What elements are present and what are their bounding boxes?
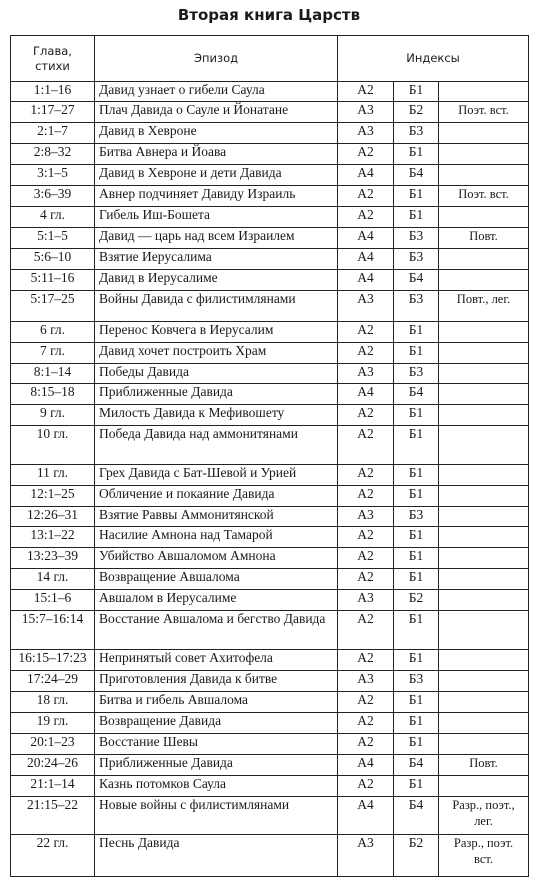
note-cell — [439, 270, 529, 291]
index-a-cell: А3 — [338, 364, 394, 384]
episode-cell: Давид в Хевроне и дети Давида — [95, 165, 338, 186]
table-row — [11, 692, 529, 713]
index-b-cell: Б2 — [394, 835, 439, 877]
index-b-cell: Б1 — [394, 207, 439, 228]
table-row — [11, 776, 529, 797]
index-b-cell: Б4 — [394, 165, 439, 186]
verse-ref-cell: 2:8–32 — [11, 144, 95, 165]
table-row — [11, 650, 529, 671]
table-row — [11, 123, 529, 144]
verse-ref-cell: 5:6–10 — [11, 249, 95, 270]
verse-ref-cell: 11 гл. — [11, 465, 95, 486]
episode-cell: Давид в Хевроне — [95, 123, 338, 144]
index-b-cell: Б1 — [394, 713, 439, 734]
episode-cell: Новые войны с филистимлянами — [95, 797, 338, 835]
note-cell — [439, 611, 529, 650]
episode-cell: Обличение и покаяние Давида — [95, 486, 338, 507]
table-row — [11, 835, 529, 877]
index-b-cell: Б1 — [394, 692, 439, 713]
verse-ref-cell: 17:24–29 — [11, 671, 95, 692]
note-cell — [439, 465, 529, 486]
episode-cell: Взятие Иерусалима — [95, 249, 338, 270]
table-row — [11, 364, 529, 384]
index-a-cell: А2 — [338, 734, 394, 755]
index-b-cell: Б1 — [394, 486, 439, 507]
index-b-cell: Б1 — [394, 734, 439, 755]
index-b-cell: Б1 — [394, 343, 439, 364]
episode-cell: Авнер подчиняет Давиду Израиль — [95, 186, 338, 207]
verse-ref-cell: 15:7–16:14 — [11, 611, 95, 650]
index-b-cell: Б1 — [394, 527, 439, 548]
table-row — [11, 426, 529, 465]
verse-ref-cell: 18 гл. — [11, 692, 95, 713]
table-row — [11, 82, 529, 102]
index-table — [10, 35, 529, 877]
index-a-cell: А2 — [338, 548, 394, 569]
verse-ref-cell: 6 гл. — [11, 322, 95, 343]
index-b-cell: Б1 — [394, 650, 439, 671]
index-b-cell: Б3 — [394, 228, 439, 249]
index-b-cell: Б1 — [394, 426, 439, 465]
index-a-cell: А4 — [338, 249, 394, 270]
note-cell — [439, 507, 529, 527]
index-a-cell: А4 — [338, 228, 394, 249]
header-ref: Глава, стихи — [11, 36, 95, 82]
index-a-cell: А3 — [338, 102, 394, 123]
table-row — [11, 713, 529, 734]
index-b-cell: Б4 — [394, 755, 439, 776]
note-cell: Повт. — [439, 755, 529, 776]
table-row — [11, 270, 529, 291]
note-cell — [439, 776, 529, 797]
verse-ref-cell: 13:1–22 — [11, 527, 95, 548]
note-cell — [439, 527, 529, 548]
note-cell — [439, 144, 529, 165]
verse-ref-cell: 22 гл. — [11, 835, 95, 877]
index-a-cell: А3 — [338, 671, 394, 692]
verse-ref-cell: 19 гл. — [11, 713, 95, 734]
note-cell — [439, 590, 529, 611]
episode-cell: Давид хочет построить Храм — [95, 343, 338, 364]
note-cell — [439, 692, 529, 713]
index-a-cell: А4 — [338, 755, 394, 776]
page-title: Вторая книга Царств — [177, 6, 361, 24]
episode-cell: Восстание Шевы — [95, 734, 338, 755]
table-row — [11, 671, 529, 692]
verse-ref-cell: 3:1–5 — [11, 165, 95, 186]
index-a-cell: А2 — [338, 486, 394, 507]
episode-cell: Войны Давида с филистимлянами — [95, 291, 338, 322]
note-cell: Разр., поэт. вст. — [439, 835, 529, 877]
note-cell — [439, 713, 529, 734]
verse-ref-cell: 15:1–6 — [11, 590, 95, 611]
table-row — [11, 291, 529, 322]
note-cell — [439, 364, 529, 384]
note-cell — [439, 569, 529, 590]
table-row — [11, 548, 529, 569]
index-a-cell: А2 — [338, 611, 394, 650]
note-cell — [439, 165, 529, 186]
table-row — [11, 322, 529, 343]
index-a-cell: А2 — [338, 405, 394, 426]
index-a-cell: А3 — [338, 123, 394, 144]
index-b-cell: Б3 — [394, 671, 439, 692]
verse-ref-cell: 12:26–31 — [11, 507, 95, 527]
note-cell — [439, 384, 529, 405]
note-cell — [439, 249, 529, 270]
index-b-cell: Б1 — [394, 322, 439, 343]
index-a-cell: А2 — [338, 186, 394, 207]
episode-cell: Насилие Амнона над Тамарой — [95, 527, 338, 548]
episode-cell: Непринятый совет Ахитофела — [95, 650, 338, 671]
table-row — [11, 343, 529, 364]
table-row — [11, 384, 529, 405]
index-a-cell: А2 — [338, 343, 394, 364]
index-a-cell: А3 — [338, 291, 394, 322]
note-cell — [439, 207, 529, 228]
note-cell — [439, 82, 529, 102]
index-a-cell: А2 — [338, 465, 394, 486]
note-cell — [439, 322, 529, 343]
episode-cell: Возвращение Давида — [95, 713, 338, 734]
index-b-cell: Б3 — [394, 249, 439, 270]
verse-ref-cell: 20:1–23 — [11, 734, 95, 755]
index-a-cell: А2 — [338, 527, 394, 548]
verse-ref-cell: 8:1–14 — [11, 364, 95, 384]
episode-cell: Приготовления Давида к битве — [95, 671, 338, 692]
verse-ref-cell: 13:23–39 — [11, 548, 95, 569]
episode-cell: Приближенные Давида — [95, 755, 338, 776]
index-a-cell: А2 — [338, 322, 394, 343]
index-a-cell: А2 — [338, 82, 394, 102]
episode-cell: Перенос Ковчега в Иерусалим — [95, 322, 338, 343]
episode-cell: Приближенные Давида — [95, 384, 338, 405]
index-a-cell: А4 — [338, 165, 394, 186]
index-b-cell: Б3 — [394, 364, 439, 384]
index-a-cell: А4 — [338, 270, 394, 291]
verse-ref-cell: 1:17–27 — [11, 102, 95, 123]
note-cell — [439, 548, 529, 569]
episode-cell: Битва Авнера и Йоава — [95, 144, 338, 165]
note-cell: Поэт. вст. — [439, 102, 529, 123]
episode-cell: Победа Давида над аммонитянами — [95, 426, 338, 465]
episode-cell: Давид в Иерусалиме — [95, 270, 338, 291]
table-row — [11, 755, 529, 776]
note-cell — [439, 486, 529, 507]
episode-cell: Убийство Авшаломом Амнона — [95, 548, 338, 569]
verse-ref-cell: 5:17–25 — [11, 291, 95, 322]
verse-ref-cell: 2:1–7 — [11, 123, 95, 144]
verse-ref-cell: 3:6–39 — [11, 186, 95, 207]
table-row — [11, 611, 529, 650]
verse-ref-cell: 1:1–16 — [11, 82, 95, 102]
index-a-cell: А4 — [338, 384, 394, 405]
header-row — [11, 36, 529, 82]
table-row — [11, 465, 529, 486]
episode-cell: Битва и гибель Авшалома — [95, 692, 338, 713]
note-cell — [439, 426, 529, 465]
episode-cell: Давид узнает о гибели Саула — [95, 82, 338, 102]
table-row — [11, 527, 529, 548]
episode-cell: Восстание Авшалома и бегство Давида — [95, 611, 338, 650]
index-b-cell: Б1 — [394, 144, 439, 165]
table-row — [11, 228, 529, 249]
index-b-cell: Б3 — [394, 123, 439, 144]
table-row — [11, 102, 529, 123]
note-cell — [439, 343, 529, 364]
index-b-cell: Б1 — [394, 82, 439, 102]
table-row — [11, 186, 529, 207]
table-row — [11, 249, 529, 270]
verse-ref-cell: 9 гл. — [11, 405, 95, 426]
verse-ref-cell: 8:15–18 — [11, 384, 95, 405]
verse-ref-cell: 14 гл. — [11, 569, 95, 590]
index-a-cell: А4 — [338, 797, 394, 835]
index-b-cell: Б4 — [394, 797, 439, 835]
index-b-cell: Б2 — [394, 102, 439, 123]
episode-cell: Гибель Иш-Бошета — [95, 207, 338, 228]
table-row — [11, 590, 529, 611]
episode-cell: Победы Давида — [95, 364, 338, 384]
index-a-cell: А3 — [338, 507, 394, 527]
header-episode: Эпизод — [95, 36, 338, 82]
index-b-cell: Б4 — [394, 384, 439, 405]
index-b-cell: Б2 — [394, 590, 439, 611]
note-cell — [439, 650, 529, 671]
verse-ref-cell: 21:15–22 — [11, 797, 95, 835]
verse-ref-cell: 12:1–25 — [11, 486, 95, 507]
note-cell: Разр., поэт., лег. — [439, 797, 529, 835]
episode-cell: Взятие Раввы Аммонитянской — [95, 507, 338, 527]
index-a-cell: А3 — [338, 590, 394, 611]
verse-ref-cell: 5:11–16 — [11, 270, 95, 291]
note-cell — [439, 123, 529, 144]
index-b-cell: Б4 — [394, 270, 439, 291]
episode-cell: Давид — царь над всем Израилем — [95, 228, 338, 249]
index-a-cell: А2 — [338, 650, 394, 671]
index-b-cell: Б1 — [394, 405, 439, 426]
verse-ref-cell: 5:1–5 — [11, 228, 95, 249]
episode-cell: Милость Давида к Мефивошету — [95, 405, 338, 426]
verse-ref-cell: 10 гл. — [11, 426, 95, 465]
index-a-cell: А2 — [338, 692, 394, 713]
index-a-cell: А2 — [338, 426, 394, 465]
index-a-cell: А2 — [338, 144, 394, 165]
index-a-cell: А3 — [338, 835, 394, 877]
note-cell: Поэт. вст. — [439, 186, 529, 207]
table-row — [11, 144, 529, 165]
note-cell: Повт. — [439, 228, 529, 249]
table-row — [11, 207, 529, 228]
verse-ref-cell: 21:1–14 — [11, 776, 95, 797]
note-cell: Повт., лег. — [439, 291, 529, 322]
episode-cell: Казнь потомков Саула — [95, 776, 338, 797]
episode-cell: Плач Давида о Сауле и Йонатане — [95, 102, 338, 123]
index-b-cell: Б1 — [394, 776, 439, 797]
index-a-cell: А2 — [338, 713, 394, 734]
note-cell — [439, 734, 529, 755]
verse-ref-cell: 20:24–26 — [11, 755, 95, 776]
index-b-cell: Б1 — [394, 186, 439, 207]
table-row — [11, 405, 529, 426]
table-row — [11, 486, 529, 507]
table-row — [11, 797, 529, 835]
index-b-cell: Б1 — [394, 611, 439, 650]
episode-cell: Возвращение Авшалома — [95, 569, 338, 590]
index-a-cell: А2 — [338, 569, 394, 590]
index-a-cell: А2 — [338, 207, 394, 228]
verse-ref-cell: 7 гл. — [11, 343, 95, 364]
index-b-cell: Б1 — [394, 548, 439, 569]
index-b-cell: Б1 — [394, 465, 439, 486]
table-row — [11, 734, 529, 755]
table-row — [11, 165, 529, 186]
index-a-cell: А2 — [338, 776, 394, 797]
index-b-cell: Б3 — [394, 291, 439, 322]
index-b-cell: Б3 — [394, 507, 439, 527]
note-cell — [439, 405, 529, 426]
verse-ref-cell: 4 гл. — [11, 207, 95, 228]
note-cell — [439, 671, 529, 692]
index-b-cell: Б1 — [394, 569, 439, 590]
episode-cell: Песнь Давида — [95, 835, 338, 877]
header-indices: Индексы — [338, 36, 529, 82]
episode-cell: Авшалом в Иерусалиме — [95, 590, 338, 611]
episode-cell: Грех Давида с Бат-Шевой и Урией — [95, 465, 338, 486]
table-row — [11, 507, 529, 527]
verse-ref-cell: 16:15–17:23 — [11, 650, 95, 671]
table-row — [11, 569, 529, 590]
